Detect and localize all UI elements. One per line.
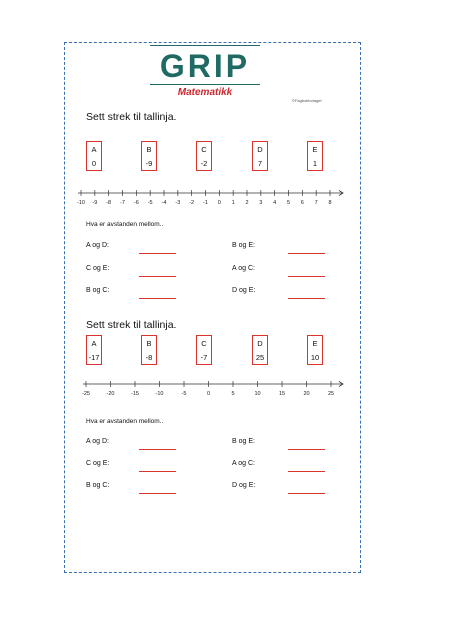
logo-title: GRIP bbox=[159, 48, 251, 84]
section-2-box-a: A -17 bbox=[86, 335, 102, 365]
section-2-tick-label: -10 bbox=[155, 391, 164, 397]
section-2-tick-label: 10 bbox=[254, 391, 261, 397]
section-1-q2-right: A og C: bbox=[232, 265, 255, 272]
section-1-tick-label: -3 bbox=[175, 200, 181, 206]
section-2-box-b: B -8 bbox=[141, 335, 157, 365]
section-2-answer-3-left[interactable] bbox=[139, 493, 176, 494]
section-1-tick-label: 7 bbox=[314, 200, 318, 206]
section-1-box-e: E 1 bbox=[307, 141, 323, 171]
section-2-tick-label: 20 bbox=[303, 391, 310, 397]
section-2-tick-label: 0 bbox=[206, 391, 211, 397]
section-2-box-e: E 10 bbox=[307, 335, 323, 365]
section-1-q2-left: C og E: bbox=[86, 265, 110, 272]
logo-subtitle: Matematikk bbox=[177, 87, 233, 98]
section-1-tick-label: -5 bbox=[147, 200, 153, 206]
section-1-q3-right: D og E: bbox=[232, 287, 256, 294]
section-1-q1-right: B og E: bbox=[232, 242, 255, 249]
section-2-answer-1-right[interactable] bbox=[288, 449, 325, 450]
section-2-tick-label: 15 bbox=[278, 391, 286, 397]
section-1-tick-label: -10 bbox=[77, 200, 85, 206]
section-1-tick-label: 5 bbox=[286, 200, 291, 206]
section-2-q3-left: B og C: bbox=[86, 482, 110, 489]
section-2-tick-label: -25 bbox=[82, 391, 90, 397]
section-2-q1-left: A og D: bbox=[86, 438, 109, 445]
publisher-credit: ©Fagbokforlaget bbox=[292, 98, 322, 103]
section-1-tick-label: 8 bbox=[328, 200, 332, 206]
section-2-answer-3-right[interactable] bbox=[288, 493, 325, 494]
section-1-box-d: D 7 bbox=[252, 141, 268, 171]
section-1-box-a: A 0 bbox=[86, 141, 102, 171]
section-1-tick-label: -1 bbox=[203, 200, 208, 206]
section-2-q2-right: A og C: bbox=[232, 460, 255, 467]
section-2-answer-1-left[interactable] bbox=[139, 449, 176, 450]
section-2-tick-label: -20 bbox=[106, 391, 115, 397]
section-2-q3-right: D og E: bbox=[232, 482, 256, 489]
section-2-q1-right: B og E: bbox=[232, 438, 255, 445]
section-2-tick-label: 5 bbox=[231, 391, 235, 397]
section-2-answer-2-right[interactable] bbox=[288, 471, 325, 472]
section-1-tick-label: 6 bbox=[300, 200, 304, 206]
section-1-tick-label: -8 bbox=[106, 200, 112, 206]
section-2-heading: Sett strek til tallinja. bbox=[86, 319, 177, 331]
section-1-box-c: C -2 bbox=[196, 141, 212, 171]
section-1-tick-label: -9 bbox=[92, 200, 98, 206]
section-2-tick-label: -5 bbox=[181, 391, 187, 397]
section-1-box-b: B -9 bbox=[141, 141, 157, 171]
section-1-tick-label: -6 bbox=[133, 200, 139, 206]
section-1-tick-label: 2 bbox=[245, 200, 249, 206]
section-2-box-d: D 25 bbox=[252, 335, 268, 365]
section-1-tick-label: 4 bbox=[273, 200, 277, 206]
section-2-prompt: Hva er avstanden mellom.. bbox=[86, 418, 164, 425]
section-1-tick-label: 0 bbox=[217, 200, 221, 206]
section-1-tick-label: -2 bbox=[189, 200, 195, 206]
section-1-tick-label: 1 bbox=[231, 200, 235, 206]
section-2-tick-label: 25 bbox=[327, 391, 335, 397]
section-1-tick-label: -4 bbox=[161, 200, 167, 206]
section-1-q3-left: B og C: bbox=[86, 287, 110, 294]
section-2-answer-2-left[interactable] bbox=[139, 471, 176, 472]
section-2-q2-left: C og E: bbox=[86, 460, 110, 467]
section-1-tick-label: -7 bbox=[120, 200, 125, 206]
section-1-prompt: Hva er avstanden mellom.. bbox=[86, 221, 164, 228]
section-2-tick-label: -15 bbox=[131, 391, 139, 397]
section-1-q1-left: A og D: bbox=[86, 242, 109, 249]
section-1-heading: Sett strek til tallinja. bbox=[86, 111, 177, 123]
section-2-box-c: C -7 bbox=[196, 335, 212, 365]
section-1-tick-label: 3 bbox=[259, 200, 263, 206]
